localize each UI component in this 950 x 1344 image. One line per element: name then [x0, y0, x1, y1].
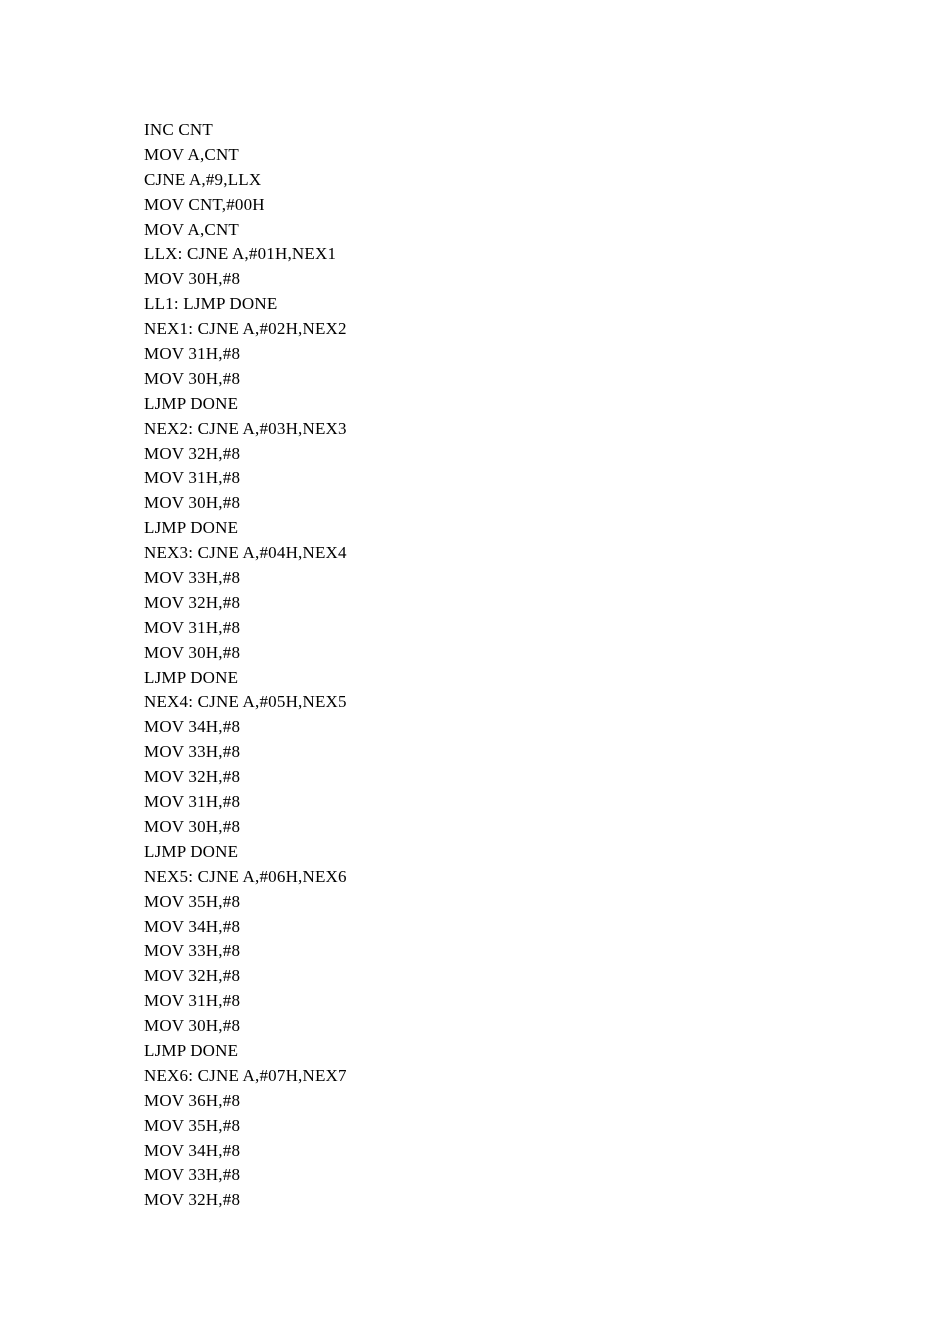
code-line: MOV 34H,#8 — [144, 1140, 241, 1160]
code-line: MOV 35H,#8 — [144, 891, 241, 911]
code-line: MOV A,CNT — [144, 219, 240, 239]
code-line: MOV 31H,#8 — [144, 991, 241, 1011]
code-line: MOV 33H,#8 — [144, 941, 241, 961]
code-line: MOV 30H,#8 — [144, 1016, 241, 1036]
assembly-code-listing — [144, 118, 347, 1213]
code-line: NEX1: CJNE A,#02H,NEX2 — [144, 319, 347, 339]
code-line: LJMP DONE — [144, 667, 239, 687]
code-line: MOV 31H,#8 — [144, 344, 241, 364]
code-line: LJMP DONE — [144, 841, 239, 861]
code-line: LLX: CJNE A,#01H,NEX1 — [144, 244, 337, 264]
code-line: MOV 32H,#8 — [144, 443, 241, 463]
code-line: LJMP DONE — [144, 518, 239, 538]
code-line: MOV 34H,#8 — [144, 717, 241, 737]
code-line: MOV 33H,#8 — [144, 1165, 241, 1185]
code-line: MOV 30H,#8 — [144, 269, 241, 289]
code-line: NEX4: CJNE A,#05H,NEX5 — [144, 692, 347, 712]
code-line: NEX6: CJNE A,#07H,NEX7 — [144, 1065, 347, 1085]
code-line: LJMP DONE — [144, 393, 239, 413]
code-line: MOV 31H,#8 — [144, 617, 241, 637]
code-line: NEX5: CJNE A,#06H,NEX6 — [144, 866, 347, 886]
code-line: NEX3: CJNE A,#04H,NEX4 — [144, 543, 347, 563]
code-line: INC CNT — [144, 120, 213, 139]
code-line: MOV 31H,#8 — [144, 468, 241, 488]
code-line: LJMP DONE — [144, 1040, 239, 1060]
code-line: MOV 30H,#8 — [144, 816, 241, 836]
code-line: MOV 32H,#8 — [144, 767, 241, 787]
code-line: MOV 34H,#8 — [144, 916, 241, 936]
code-line: MOV 32H,#8 — [144, 592, 241, 612]
code-line: MOV CNT,#00H — [144, 194, 265, 214]
code-line: MOV A,CNT — [144, 144, 240, 164]
code-line: CJNE A,#9,LLX — [144, 169, 262, 189]
code-line: MOV 30H,#8 — [144, 368, 241, 388]
code-line: MOV 32H,#8 — [144, 966, 241, 986]
code-line: MOV 33H,#8 — [144, 742, 241, 762]
code-line: MOV 36H,#8 — [144, 1090, 241, 1110]
code-line: MOV 33H,#8 — [144, 568, 241, 588]
code-line: NEX2: CJNE A,#03H,NEX3 — [144, 418, 347, 438]
code-line: MOV 30H,#8 — [144, 642, 241, 662]
code-line: MOV 32H,#8 — [144, 1190, 241, 1210]
code-line: MOV 31H,#8 — [144, 792, 241, 812]
code-line: LL1: LJMP DONE — [144, 294, 278, 314]
code-line: MOV 30H,#8 — [144, 493, 241, 513]
code-line: MOV 35H,#8 — [144, 1115, 241, 1135]
